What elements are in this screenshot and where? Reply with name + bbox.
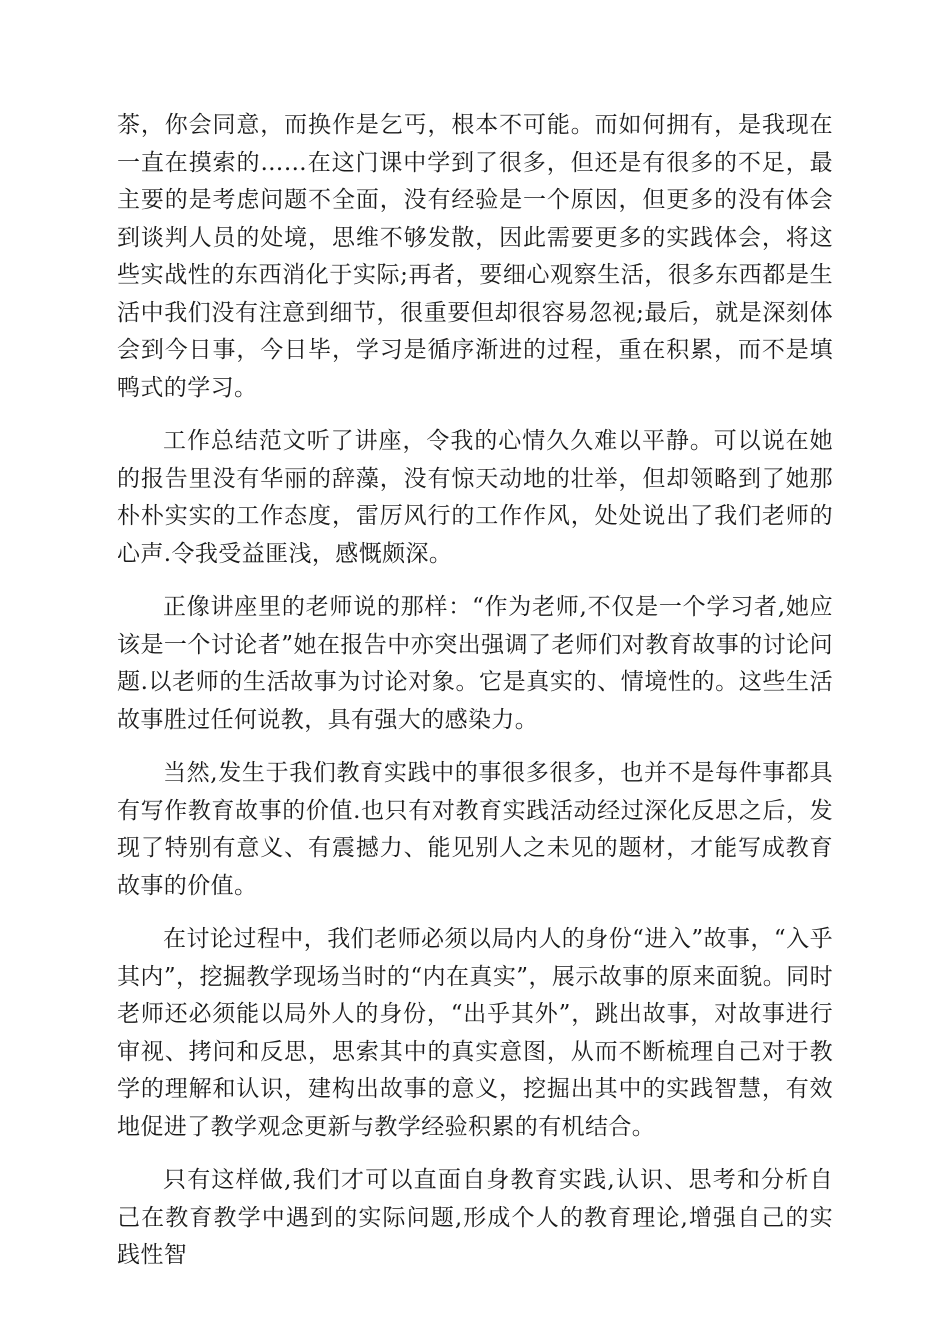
paragraph-5: 在讨论过程中，我们老师必须以局内人的身份“进入”故事，“入乎其内”，挖掘教学现场当时的“内在真实”，展示故事的原来面貌。同时老师还必须能以局外人的身份，“出乎其外”，跳出故事，对故事进行审视、拷问和反思，思索其中的真实意图，从而不断梳理自己对于教学的理解和认识，建构出故事的意义，挖掘出其中的实践智慧，有效地促进了教学观念更新与教学经验积累的有机结合。	[117, 926, 833, 1140]
paragraph-3: 正像讲座里的老师说的那样：“作为老师,不仅是一个学习者,她应该是一个讨论者”她在报告中亦突出强调了老师们对教育故事的讨论问题.以老师的生活故事为讨论对象。它是真实的、情境性的。这些生活故事胜过任何说教，具有强大的感染力。	[117, 594, 833, 733]
paragraph-6: 只有这样做,我们才可以直面自身教育实践,认识、思考和分析自己在教育教学中遇到的实际问题,形成个人的教育理论,增强自己的实践性智	[117, 1167, 833, 1268]
paragraph-2: 工作总结范文听了讲座，令我的心情久久难以平静。可以说在她的报告里没有华丽的辞藻，没有惊天动地的壮举，但却领略到了她那朴朴实实的工作态度，雷厉风行的工作作风，处处说出了我们老师的心声.令我受益匪浅，感慨颇深。	[117, 428, 833, 567]
paragraph-1: 茶，你会同意，而换作是乞丐，根本不可能。而如何拥有，是我现在一直在摸索的……在这门课中学到了很多，但还是有很多的不足，最主要的是考虑问题不全面，没有经验是一个原因，但更多的没有体会到谈判人员的处境，思维不够发散，因此需要更多的实践体会，将这些实战性的东西消化于实际;再者，要细心观察生活，很多东西都是生活中我们没有注意到细节，很重要但却很容易忽视;最后，就是深刻体会到今日事，今日毕，学习是循序渐进的过程，重在积累，而不是填鸭式的学习。	[117, 112, 833, 401]
document-body	[117, 107, 833, 1291]
paragraph-4: 当然,发生于我们教育实践中的事很多很多，也并不是每件事都具有写作教育故事的价值.也只有对教育实践活动经过深化反思之后，发现了特别有意义、有震撼力、能见别人之未见的题材，才能写成教育故事的价值。	[117, 760, 833, 899]
